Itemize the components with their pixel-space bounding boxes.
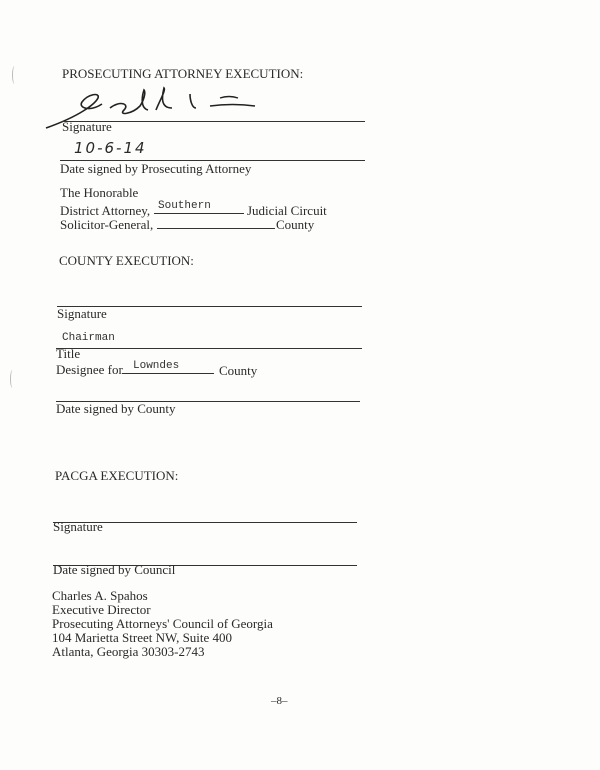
page-number: –8–	[271, 695, 288, 707]
district-attorney-label: District Attorney,	[60, 203, 151, 218]
county-signature-label: Signature	[57, 306, 107, 321]
punch-hole-mark	[12, 66, 17, 84]
date-signed-label: Date signed by Prosecuting Attorney	[60, 161, 252, 176]
circuit-line	[154, 213, 244, 214]
pacga-signature-label: Signature	[53, 519, 103, 534]
designee-county-label: County	[219, 363, 258, 378]
pacga-date-label: Date signed by Council	[53, 562, 176, 577]
signature-label: Signature	[62, 119, 112, 134]
solicitor-county-label: County	[276, 217, 315, 232]
honorable-label: The Honorable	[60, 185, 139, 200]
title-value: Chairman	[62, 332, 115, 344]
punch-hole-mark	[10, 370, 15, 388]
title-label: Title	[56, 346, 81, 361]
designee-county-value: Lowndes	[133, 360, 180, 372]
address-organization: Prosecuting Attorneys' Council of Georgia	[52, 616, 273, 631]
designee-label: Designee for	[56, 362, 123, 377]
address-title: Executive Director	[52, 602, 151, 617]
address-city: Atlanta, Georgia 30303-2743	[52, 644, 205, 659]
solicitor-county-line	[157, 228, 275, 229]
address-street: 104 Marietta Street NW, Suite 400	[52, 630, 233, 645]
county-heading: COUNTY EXECUTION:	[59, 253, 194, 268]
title-line	[56, 348, 362, 349]
address-name: Charles A. Spahos	[52, 588, 148, 603]
county-date-label: Date signed by County	[56, 401, 176, 416]
judicial-circuit-label: Judicial Circuit	[247, 203, 327, 218]
prosecuting-heading: PROSECUTING ATTORNEY EXECUTION:	[62, 66, 304, 81]
date-signed-value: 10-6-14	[74, 139, 147, 157]
pacga-heading: PACGA EXECUTION:	[55, 468, 179, 483]
designee-county-line	[122, 373, 214, 374]
solicitor-general-label: Solicitor-General,	[60, 217, 154, 232]
judicial-circuit-value: Southern	[158, 200, 211, 212]
